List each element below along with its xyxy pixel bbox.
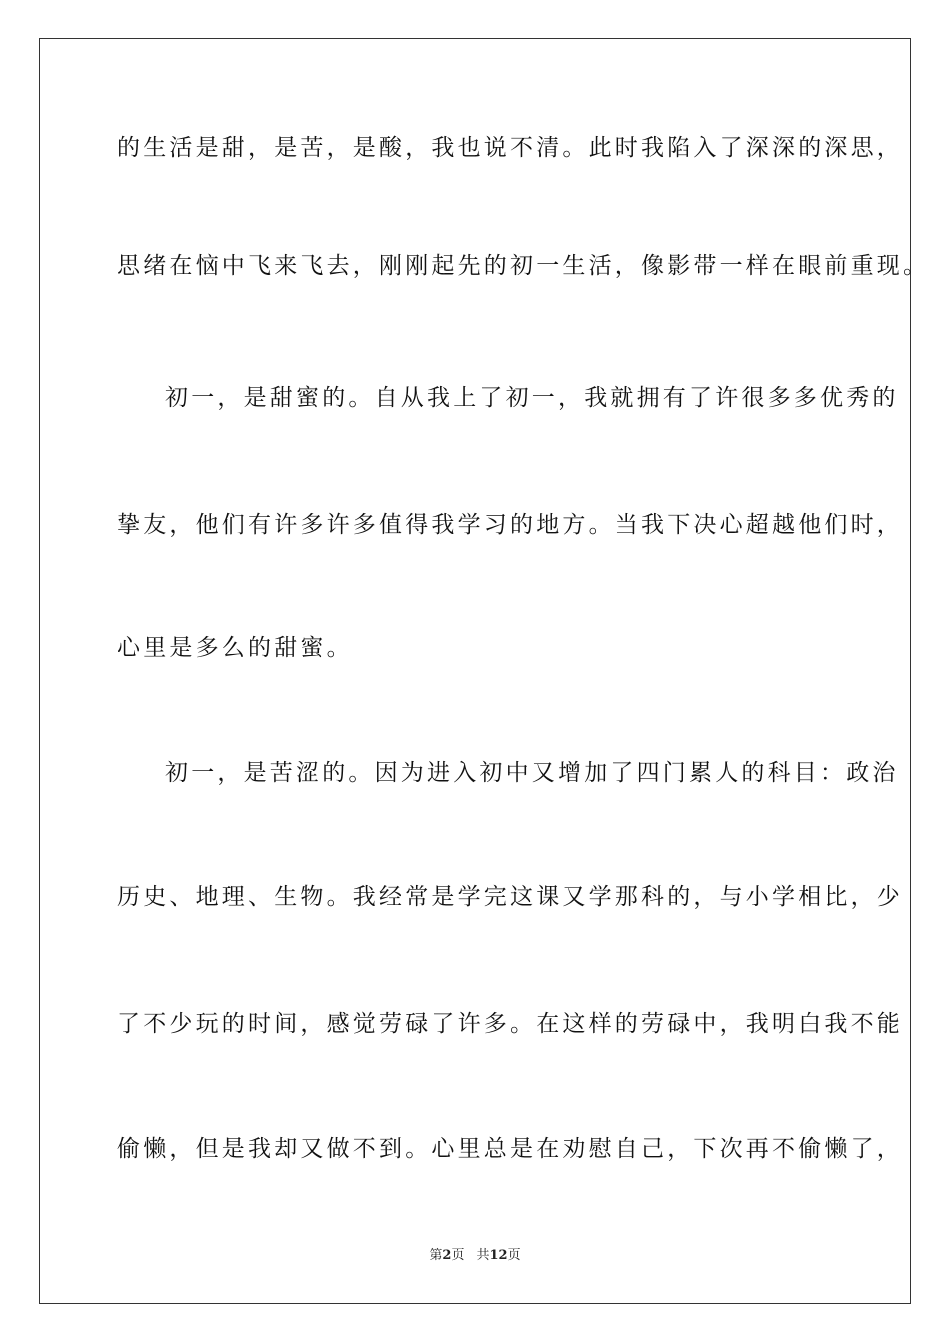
text-line: 偷懒，但是我却又做不到。心里总是在劝慰自己，下次再不偷懒了， [117, 1136, 903, 1162]
text-line: 思绪在恼中飞来飞去，刚刚起先的初一生活，像影带一样在眼前重现。 [117, 253, 930, 279]
paragraph-first-line: 初一，是甜蜜的。自从我上了初一，我就拥有了许很多多优秀的 [165, 385, 899, 411]
paragraph-first-line: 初一，是苦涩的。因为进入初中又增加了四门累人的科目：政治 [165, 760, 899, 786]
text-line: 了不少玩的时间，感觉劳碌了许多。在这样的劳碌中，我明白我不能 [117, 1011, 903, 1037]
total-suffix: 页 [507, 1248, 521, 1263]
page-number: 2 [442, 1248, 452, 1263]
text-line: 历史、地理、生物。我经常是学完这课又学那科的，与小学相比，少 [117, 884, 903, 910]
total-prefix: 共 [476, 1248, 490, 1263]
page-suffix: 页 [451, 1248, 465, 1263]
total-pages: 12 [489, 1248, 508, 1263]
page-prefix: 第 [429, 1248, 443, 1263]
page-border [39, 38, 911, 1304]
page-footer [0, 1247, 950, 1265]
text-line: 挚友，他们有许多许多值得我学习的地方。当我下决心超越他们时， [117, 512, 903, 538]
text-line: 的生活是甜，是苦，是酸，我也说不清。此时我陷入了深深的深思， [117, 135, 903, 161]
text-line: 心里是多么的甜蜜。 [117, 635, 353, 661]
